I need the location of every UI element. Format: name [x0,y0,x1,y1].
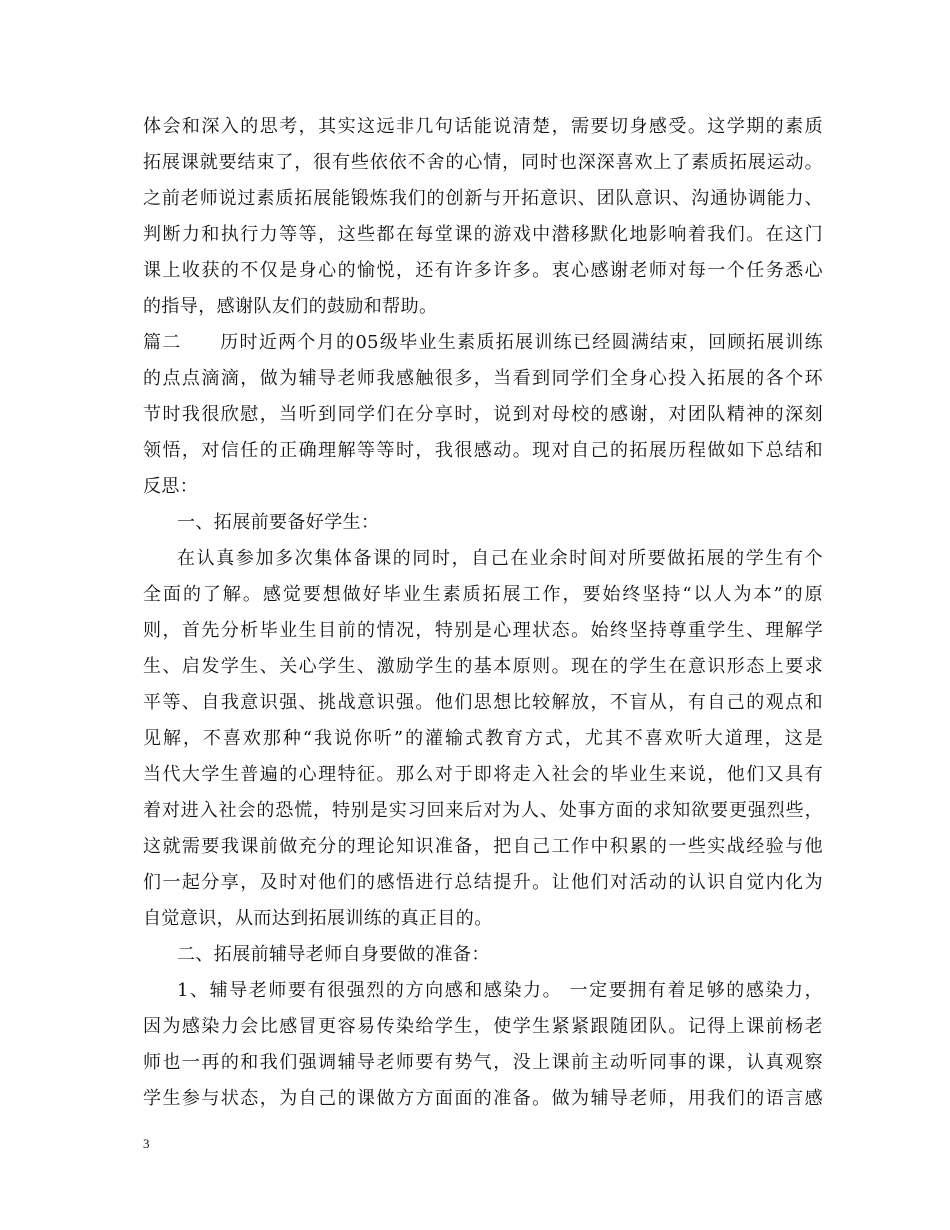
text-line: 则，首先分析毕业生目前的情况，特别是心理状态。始终坚持尊重学生、理解学 [143,620,823,641]
text-line: 领悟，对信任的正确理解等等时，我很感动。现对自己的拓展历程做如下总结和 [143,440,823,461]
text-line: 反思： [143,476,199,497]
text-line: 判断力和执行力等等，这些都在每堂课的游戏中潜移默化地影响着我们。在这门 [143,224,823,245]
text-line: 着对进入社会的恐慌，特别是实习回来后对为人、处事方面的求知欲要更强烈些， [143,800,823,821]
text-line: 课上收获的不仅是身心的愉悦，还有许多许多。衷心感谢老师对每一个任务悉心 [143,260,823,281]
text-line: 师也一再的和我们强调辅导老师要有势气，没上课前主动听同事的课，认真观察 [143,1052,823,1073]
text-line: 这就需要我课前做充分的理论知识准备，把自己工作中积累的一些实战经验与他 [143,836,823,857]
text-line: 学生参与状态，为自己的课做方方面面的准备。做为辅导老师，用我们的语言感 [143,1088,823,1109]
section-heading-line: 篇二 历时近两个月的05级毕业生素质拓展训练已经圆满结束，回顾拓展训练 [143,332,823,353]
text-line: 当代大学生普遍的心理特征。那么对于即将走入社会的毕业生来说，他们又具有 [143,764,823,785]
text-line: 生、启发学生、关心学生、激励学生的基本原则。现在的学生在意识形态上要求 [143,656,823,677]
text-line: 在认真参加多次集体备课的同时，自己在业余时间对所要做拓展的学生有个 [177,548,823,569]
text-line: 的点点滴滴，做为辅导老师我感触很多，当看到同学们全身心投入拓展的各个环 [143,368,823,389]
text-line: 因为感染力会比感冒更容易传染给学生，使学生紧紧跟随团队。记得上课前杨老 [143,1016,823,1037]
page-number: 3 [143,1136,150,1151]
text-line: 体会和深入的思考，其实这远非几句话能说清楚，需要切身感受。这学期的素质 [143,116,823,137]
text-line: 1、辅导老师要有很强烈的方向感和感染力。 一定要拥有着足够的感染力， [177,980,823,1001]
text-line: 平等、自我意识强、挑战意识强。他们思想比较解放，不盲从，有自己的观点和 [143,692,823,713]
text-line: 节时我很欣慰，当听到同学们在分享时，说到对母校的感谢，对团队精神的深刻 [143,404,823,425]
subheading: 一、拓展前要备好学生： [177,512,380,533]
text-line: 见解，不喜欢那种“我说你听”的灌输式教育方式，尤其不喜欢听大道理，这是 [143,728,823,749]
text-line: 自觉意识，从而达到拓展训练的真正目的。 [143,908,493,929]
text-line: 之前老师说过素质拓展能锻炼我们的创新与开拓意识、团队意识、沟通协调能力、 [143,188,823,209]
text-line: 们一起分享，及时对他们的感悟进行总结提升。让他们对活动的认识自觉内化为 [143,872,823,893]
text-line: 拓展课就要结束了，很有些依依不舍的心情，同时也深深喜欢上了素质拓展运动。 [143,152,823,173]
subheading: 二、拓展前辅导老师自身要做的准备： [177,944,490,965]
text-line: 全面的了解。感觉要想做好毕业生素质拓展工作，要始终坚持“以人为本”的原 [143,584,823,605]
text-line: 的指导，感谢队友们的鼓励和帮助。 [143,296,438,317]
